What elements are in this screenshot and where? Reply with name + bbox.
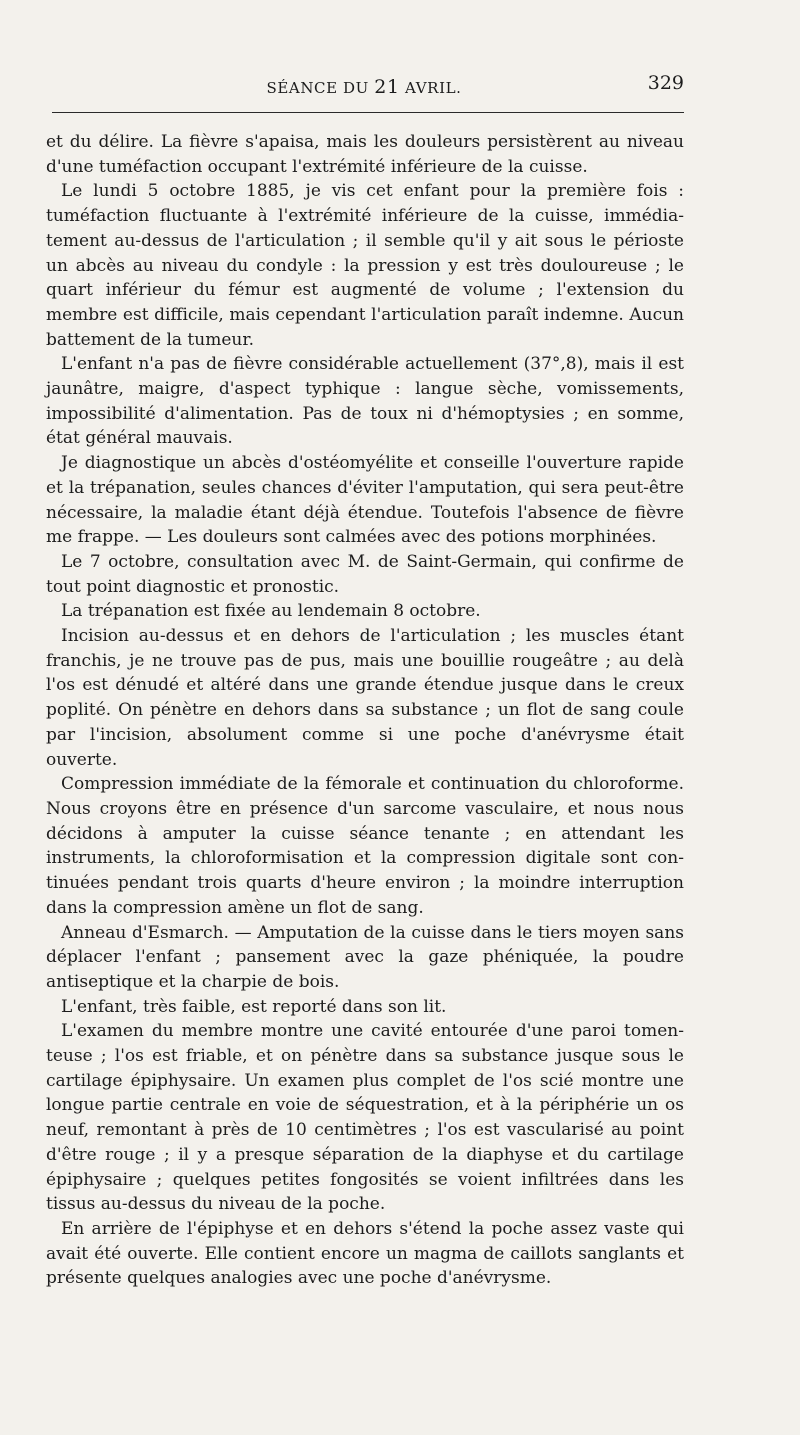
paragraph: L'examen du membre montre une cavité entourée d'une paroi tomenteuse ; l'os est friable, et on pénètre dans sa substance jusque sous le cartilage épiphysaire. Un examen plus complet de l'os scié montre une longue partie centrale en voie de séquestration, et à la périphérie un os neuf, remontant à près de 10 centimètres ; l'os est vascularisé au point d'être rouge ; il y a presque séparation de la diaphyse et du cartilage épiphysaire ; quelques petites fongosités se voient infiltrées dans les tissus au-dessus du niveau de la poche. — [46, 1021, 684, 1215]
paragraph: L'enfant, très faible, est reporté dans son lit. — [61, 996, 447, 1017]
running-title-day: 21 — [374, 76, 400, 98]
header-rule — [52, 112, 684, 113]
paragraph: Anneau d'Esmarch. — Amputation de la cuisse dans le tiers moyen sans déplacer l'enfant ; pansement avec la gaze phéniquée, la poudre antiseptique et la charpie de bois. — [46, 922, 684, 992]
paragraph: Le lundi 5 octobre 1885, je vis cet enfant pour la première fois : tuméfaction fluctuante à l'extrémité inférieure de la cuisse, immédiatement au-dessus de l'articulation ; il semble qu'il y ait sous le périoste un abcès au niveau du condyle : la pression y est très douloureuse ; le quart inférieur du fémur est augmenté de volume ; l'extension du membre est difficile, mais cependant l'articulation paraît indemne. Aucun battement de la tumeur. — [46, 181, 684, 350]
paragraph: La trépanation est fixée au lendemain 8 octobre. — [61, 601, 481, 622]
paragraph: et du délire. La fièvre s'apaisa, mais les douleurs persistèrent au niveau d'une tuméfaction occupant l'extrémité inférieure de la cuisse. — [46, 132, 684, 177]
body-text — [46, 130, 684, 1291]
paragraph: Je diagnostique un abcès d'ostéomyélite et conseille l'ouverture rapide et la trépanation, seules chances d'éviter l'amputation, qui sera peut-être nécessaire, la maladie étant déjà étendue. Toutefois l'absence de fièvre me frappe. — Les douleurs sont calmées avec des potions morphinées. — [46, 453, 684, 548]
running-title-suffix: AVRIL. — [399, 79, 462, 97]
running-title-prefix: SÉANCE DU — [266, 79, 375, 97]
paragraph: Incision au-dessus et en dehors de l'articulation ; les muscles étant franchis, je ne trouve pas de pus, mais une bouillie rougeâtre ; au delà l'os est dénudé et altéré dans une grande étendue jusque dans le creux poplité. On pénètre en dehors dans sa substance ; un flot de sang coule par l'incision, absolument comme si une poche d'anévrysme était ouverte. — [46, 626, 684, 770]
page-number: 329 — [647, 72, 684, 94]
paragraph: L'enfant n'a pas de fièvre considérable actuellement (37°,8), mais il est jaunâtre, maigre, d'aspect typhique : langue sèche, vomissements, impossibilité d'alimentation. Pas de toux ni d'hémoptysies ; en somme, état général mauvais. — [46, 354, 684, 449]
running-title — [44, 76, 684, 98]
paragraph: Le 7 octobre, consultation avec M. de Saint-Germain, qui confirme de tout point diagnostic et pronostic. — [46, 551, 684, 597]
paragraph: En arrière de l'épiphyse et en dehors s'étend la poche assez vaste qui avait été ouverte. Elle contient encore un magma de caillots sanglants et présente quelques analogies avec une poche d'anévrysme. — [46, 1218, 684, 1289]
page-header — [44, 72, 684, 106]
paragraph: Compression immédiate de la fémorale et continuation du chloroforme. Nous croyons être en présence d'un sarcome vasculaire, et nous nous décidons à amputer la cuisse séance tenante ; en attendant les instruments, la chloroformisation et la compression digitale sont continuées pendant trois quarts d'heure environ ; la moindre interruption dans la compression amène un flot de sang. — [46, 774, 684, 918]
